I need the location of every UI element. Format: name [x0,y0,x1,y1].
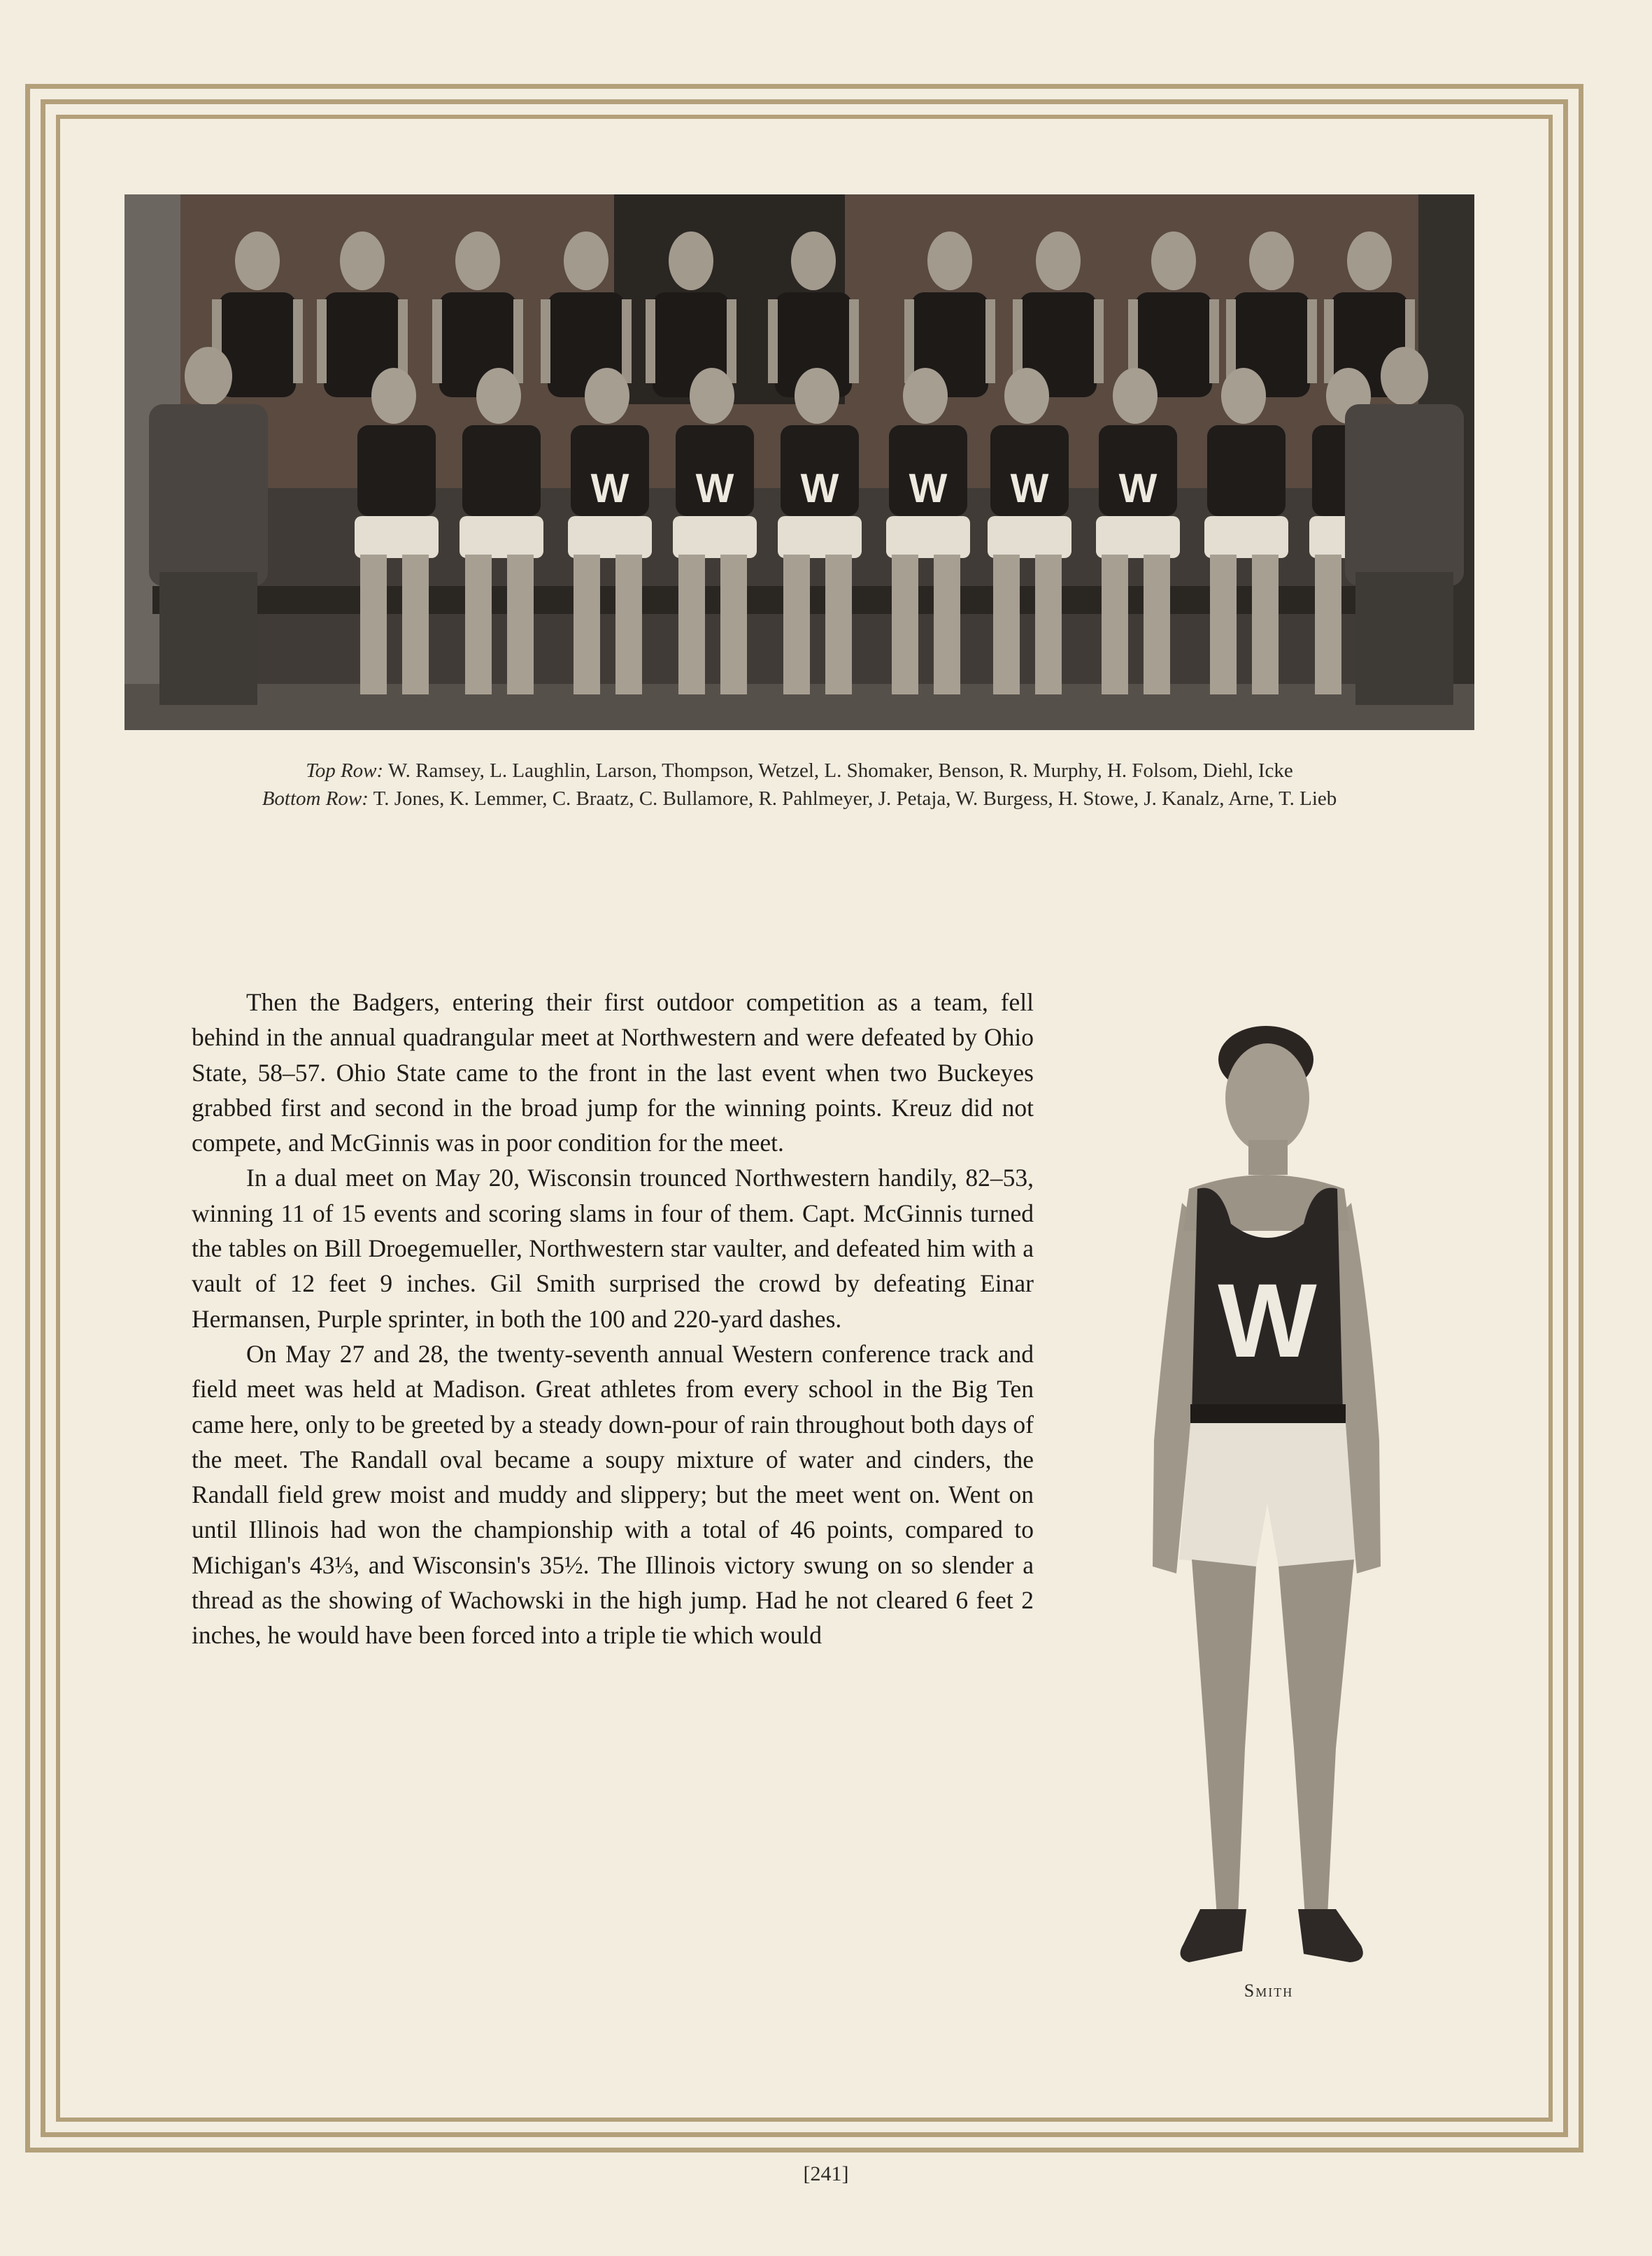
caption-bottom-row-label: Bottom Row: [262,787,369,810]
caption-top-row-label: Top Row: [306,759,384,782]
page-number: [241] [803,2162,849,2185]
caption-top-row [124,759,1474,783]
article-paragraph: On May 27 and 28, the twenty-seventh annual Western conference track and field meet was held at Madison. Great athletes from every school in the Big Ten came here, only to be greeted by a steady down-pour of rain throughout both days of the meet. The Randall oval became a soupy mixture of water and cinders, the Randall field grew moist and muddy and slippery; but the meet went on. Went on until Illinois had won the championship with a total of 46 points, compared to Michigan's 43⅓, and Wisconsin's 35½. The Illinois victory swung on so slender a thread as the showing of Wachowski in the high jump. Had he not cleared 6 feet 2 inches, he would have been forced into a triple tie which would [192,1339,1034,1650]
jersey-letter: W [590,466,629,511]
team-photo [124,194,1474,730]
smith-caption: Smith [1244,1980,1294,2001]
smith-jersey-letter: W [1218,1262,1317,1379]
jersey-letter: W [800,466,839,511]
jersey-letter: W [909,466,948,511]
article-paragraph: In a dual meet on May 20, Wisconsin trounced Northwestern handily, 82–53, winning 11 of 15 events and scoring slams in four of them. Capt. McGinnis turned the tables on Bill Droegemueller, Northwestern star vaulter, and defeated him with a vault of 12 feet 9 inches. Gil Smith surprised the crowd by defeating Einar Hermansen, Purple sprinter, in both the 100 and 220-yard dashes. [192,1164,1034,1333]
smith-photo [1133,1021,1400,1979]
caption-bottom-row-names: T. Jones, K. Lemmer, C. Braatz, C. Bullamore, R. Pahlmeyer, J. Petaja, W. Burgess, H. Stowe, J. Kanalz, Arne, T. Lieb [373,787,1337,810]
jersey-letter: W [695,466,734,511]
article-text [192,985,1034,1653]
article-paragraph: Then the Badgers, entering their first outdoor competition as a team, fell behind in the annual quadrangular meet at Northwestern and were defeated by Ohio State, 58–57. Ohio State came to the front in the last event when two Buckeyes grabbed first and second in the broad jump for the winning points. Kreuz did not compete, and McGinnis was in poor condition for the meet. [192,988,1034,1157]
caption-top-row-names: W. Ramsey, L. Laughlin, Larson, Thompson, Wetzel, L. Shomaker, Benson, R. Murphy, H. Folsom, Diehl, Icke [387,759,1293,782]
caption-bottom-row [124,787,1474,811]
jersey-letter: W [1118,466,1158,511]
jersey-letter: W [1010,466,1049,511]
